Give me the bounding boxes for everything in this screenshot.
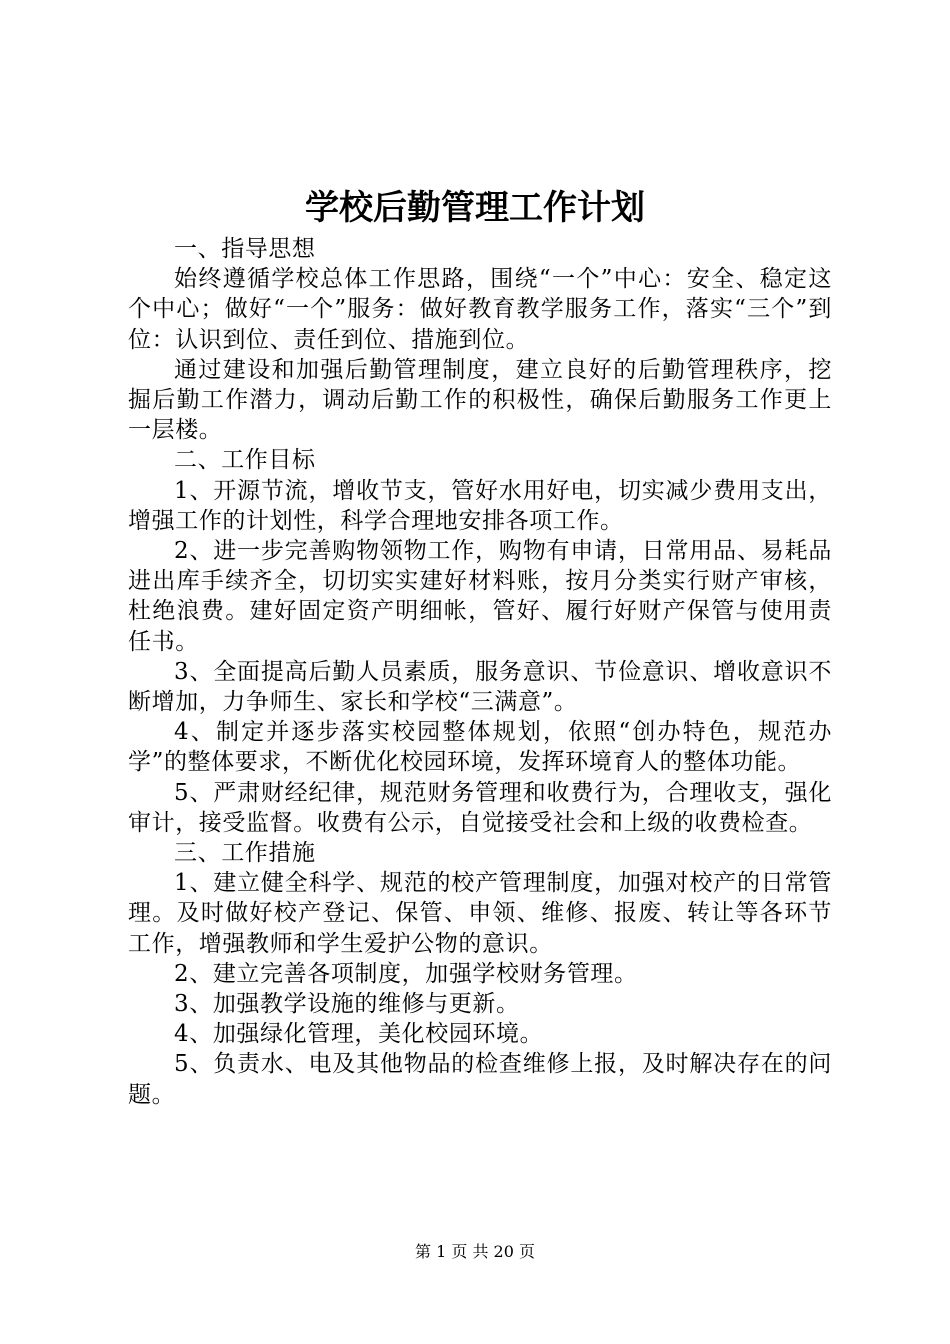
paragraph: 3、加强教学设施的维修与更新。	[174, 991, 520, 1018]
section-heading: 二、工作目标	[174, 447, 316, 474]
paragraph: 1、建立健全科学、规范的校产管理制度，加强对校产的日常管理。及时做好校产登记、保管、申领、维修、报废、转让等各环节工作，增强教师和学生爱护公物的意识。	[128, 870, 832, 957]
document-title: 学校后勤管理工作计划	[305, 188, 645, 228]
paragraph: 2、建立完善各项制度，加强学校财务管理。	[174, 960, 638, 987]
document-body	[128, 234, 832, 1110]
paragraph: 5、负责水、电及其他物品的检查维修上报，及时解决存在的问题。	[128, 1051, 832, 1108]
paragraph: 始终遵循学校总体工作思路，围绕“一个”中心：安全、稳定这个中心；做好“一个”服务：做好教育教学服务工作，落实“三个”到位：认识到位、责任到位、措施到位。	[128, 266, 832, 353]
section-heading: 一、指导思想	[174, 236, 316, 262]
page-number: 第 1 页 共 20 页	[415, 1242, 535, 1261]
page-footer	[0, 1242, 950, 1262]
paragraph: 5、严肃财经纪律，规范财务管理和收费行为，合理收支，强化审计，接受监督。收费有公示，自觉接受社会和上级的收费检查。	[128, 779, 832, 836]
paragraph: 1、开源节流，增收节支，管好水用好电，切实减少费用支出，增强工作的计划性，科学合理地安排各项工作。	[128, 477, 832, 534]
paragraph: 2、进一步完善购物领物工作，购物有申请，日常用品、易耗品进出库手续齐全，切切实实建好材料账，按月分类实行财产审核，杜绝浪费。建好固定资产明细帐，管好、履行好财产保管与使用责任书。	[128, 538, 832, 655]
paragraph: 3、全面提高后勤人员素质，服务意识、节俭意识、增收意识不断增加，力争师生、家长和学校“三满意”。	[128, 658, 832, 716]
paragraph: 通过建设和加强后勤管理制度，建立良好的后勤管理秩序，挖掘后勤工作潜力，调动后勤工作的积极性，确保后勤服务工作更上一层楼。	[128, 356, 832, 444]
paragraph: 4、加强绿化管理，美化校园环境。	[174, 1021, 544, 1048]
paragraph: 4、制定并逐步落实校园整体规划，依照“创办特色，规范办学”的整体要求，不断优化校园环境，发挥环境育人的整体功能。	[128, 719, 832, 776]
section-heading: 三、工作措施	[174, 840, 316, 867]
